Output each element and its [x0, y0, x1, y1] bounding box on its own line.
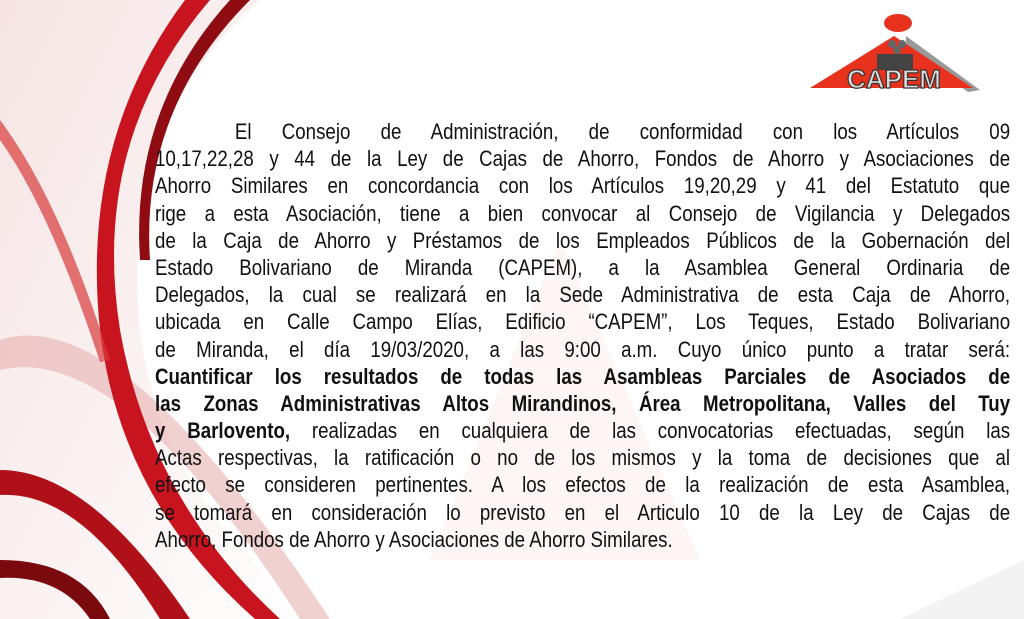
bold-text: las Zonas Administrativas Altos Mirandinos, Área Metropolitana, Valles del Tuy	[155, 390, 1011, 416]
text-line	[155, 200, 1010, 227]
text-segment: El Consejo de Administración, de conformidad con los Artículos 09	[234, 119, 1011, 144]
text-line	[155, 499, 1010, 526]
text-line	[155, 254, 1010, 281]
convocatoria-text	[155, 118, 1010, 553]
text-segment: Ahorro, Fondos de Ahorro y Asociaciones de Ahorro Similares.	[155, 526, 673, 552]
text-segment: ubicada en Calle Campo Elías, Edificio “CAPEM”, Los Teques, Estado Bolivariano	[155, 309, 1011, 335]
text-line	[155, 417, 1010, 444]
text-segment: 10,17,22,28 y 44 de la Ley de Cajas de Ahorro, Fondos de Ahorro y Asociaciones de	[155, 146, 1011, 172]
text-line	[155, 281, 1010, 308]
text-segment: Actas respectivas, la ratificación o no de los mismos y la toma de decisiones que al	[155, 445, 1011, 471]
text-segment: de la Caja de Ahorro y Préstamos de los Empleados Públicos de la Gobernación del	[155, 227, 1011, 253]
text-line	[155, 471, 1010, 498]
text-line	[155, 227, 1010, 254]
text-segment: de Miranda, el día 19/03/2020, a las 9:00 a.m. Cuyo único punto a tratar será:	[155, 336, 1011, 362]
text-line	[155, 444, 1010, 471]
text-segment: Delegados, la cual se realizará en la Sede Administrativa de esta Caja de Ahorro,	[155, 282, 1011, 308]
bold-text: y Barlovento,	[155, 418, 291, 444]
text-segment: se tomará en consideración lo previsto en el Articulo 10 de la Ley de Cajas de	[155, 499, 1011, 525]
text-line	[155, 526, 1010, 553]
text-line	[155, 308, 1010, 335]
capem-logo	[808, 8, 980, 100]
bold-text: Cuantificar los resultados de todas las Asambleas Parciales de Asociados de	[155, 363, 1011, 389]
text-line	[155, 145, 1010, 172]
text-line	[155, 118, 1010, 145]
text-segment: Ahorro Similares en concordancia con los Artículos 19,20,29 y 41 del Estatuto que	[155, 173, 1011, 199]
text-segment: Estado Bolivariano de Miranda (CAPEM), a la Asamblea General Ordinaria de	[155, 254, 1011, 280]
text-segment: efecto se consideren pertinentes. A los efectos de la realización de esta Asamblea,	[155, 472, 1011, 498]
text-line	[155, 336, 1010, 363]
text-line	[155, 390, 1010, 417]
text-segment: realizadas en cualquiera de las convocatorias efectuadas, según las	[290, 418, 1011, 444]
svg-text:CAPEM: CAPEM	[847, 64, 941, 94]
text-line	[155, 363, 1010, 390]
text-line	[155, 172, 1010, 199]
text-segment: rige a esta Asociación, tiene a bien convocar al Consejo de Vigilancia y Delegados	[155, 200, 1011, 226]
